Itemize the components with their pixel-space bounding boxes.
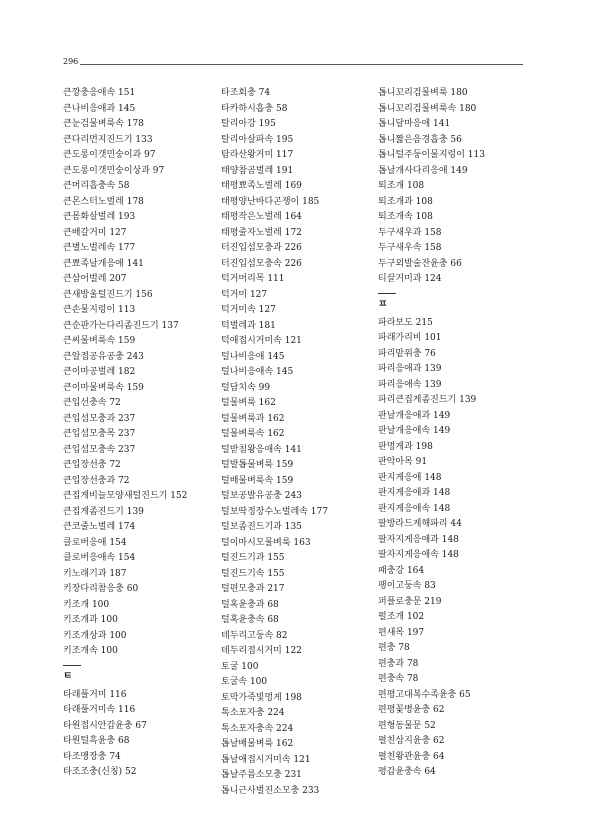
index-entry: 톱날개사다리응애 149	[378, 165, 468, 176]
index-entry: 키노래기과 187	[63, 568, 127, 579]
index-entry: 탈리아강 195	[221, 119, 276, 129]
index-entry: 큰이마물벼룩속 159	[63, 382, 144, 393]
index-entry: 탈리아살파속 195	[221, 134, 294, 145]
index-entry: 큰삼어벌레 207	[63, 274, 127, 284]
index-entry: 톱니짧은음경흡충 56	[378, 134, 462, 145]
index-entry: 큰깡충응애속 151	[63, 88, 136, 98]
index-entry: 키장다리참응충 60	[63, 584, 139, 594]
index-entry: 큰순판가는다리좀진드기 137	[63, 320, 179, 331]
index-entry: 타카하시흡충 58	[221, 103, 288, 114]
index-entry: 평갑윤충속 64	[378, 767, 436, 777]
index-entry: 톱니털주둥이물지렁이 113	[378, 150, 485, 160]
index-entry: 판지게응애 148	[378, 472, 442, 483]
index-entry: 팽이고둥속 83	[378, 581, 436, 591]
index-entry: 판지게응애속 148	[378, 503, 451, 514]
section-heading: ㅍ	[378, 298, 388, 310]
index-entry: 톡소포자충 224	[221, 708, 285, 718]
index-entry: 파리맡위충 76	[378, 348, 436, 359]
index-entry: 키조개 100	[63, 599, 110, 610]
index-entry: 클로버응애 154	[63, 537, 127, 548]
index-entry: 털발톱물벼룩 159	[221, 460, 294, 470]
index-entry: 퇴조개과 108	[378, 196, 433, 207]
index-entry: 파래가리비 101	[378, 333, 442, 343]
index-entry: 테두리고둥속 82	[221, 630, 288, 641]
index-entry: 큰이마공벌레 182	[63, 367, 136, 377]
index-entry: 턱거미속 127	[221, 305, 276, 315]
index-entry: 톡소포자충속 224	[221, 723, 294, 734]
index-entry: 큰씨물벼룩속 159	[63, 336, 136, 346]
index-entry: 펄조개 102	[378, 612, 425, 622]
page-number: 296	[63, 57, 79, 66]
index-entry: 터진입섬모충속 226	[221, 258, 302, 269]
index-entry: 큰몸화살벌레 193	[63, 212, 136, 222]
section-heading: ㅌ	[63, 670, 73, 682]
index-entry: 톱니근사벌진소모충 233	[221, 785, 320, 796]
index-entry: 큰별노벌레속 177	[63, 243, 136, 253]
index-entry: 큰입장선충과 72	[63, 475, 130, 486]
index-entry: 편평고대복수족윤충 65	[378, 689, 471, 700]
index-entry: 큰눈검물벼룩속 178	[63, 119, 144, 129]
index-entry: 편충과 78	[378, 658, 419, 669]
index-entry: 턱거머리목 111	[221, 274, 285, 284]
index-entry: 두구외발술잔윤충 66	[378, 258, 462, 269]
index-entry: 키조개상과 100	[63, 630, 127, 641]
index-entry: 편충 78	[378, 643, 410, 653]
index-entry: 큰도롱이갯민숭이과 97	[63, 150, 156, 160]
index-entry: 털편모충과 217	[221, 584, 285, 594]
index-entry: 두구새우속 158	[378, 243, 442, 253]
index-entry: 토막가죽빛멍게 198	[221, 692, 302, 703]
index-entry: 털나비응애속 145	[221, 367, 294, 377]
index-entry: 털배물벼룩속 159	[221, 475, 294, 486]
index-entry: 태평양난바다곤쟁이 185	[221, 196, 320, 207]
index-entry: 톱니꼬리검물벼룩속 180	[378, 103, 477, 114]
index-entry: 팔자지게응애속 148	[378, 550, 459, 560]
index-entry: 턱거미 127	[221, 289, 268, 300]
index-entry: 판날개응애과 149	[378, 410, 451, 421]
index-entry: 패충강 164	[378, 565, 425, 576]
index-entry: 두구새우과 158	[378, 227, 442, 238]
index-entry: 탐라산왕거미 117	[221, 150, 294, 160]
header-rule	[80, 64, 523, 65]
index-entry: 태평줄자노벌레 172	[221, 227, 302, 238]
index-entry: 큰입장선충 72	[63, 460, 121, 470]
index-entry: 펼친왕관윤충 64	[378, 751, 445, 762]
index-entry: 토굴 100	[221, 661, 259, 672]
index-entry: 털보딱정장수노벌레속 177	[221, 506, 328, 517]
index-entry: 타원털흑윤충 68	[63, 736, 130, 746]
index-entry: 턱벌레과 181	[221, 320, 276, 331]
index-entry: 판멍게과 198	[378, 441, 433, 452]
index-entry: 털보좀진드기과 135	[221, 522, 302, 532]
index-entry: 큰새방울털진드기 156	[63, 289, 153, 300]
index-entry: 태양참곰벌레 191	[221, 165, 294, 176]
index-entry: 팔방라드게해파리 44	[378, 519, 462, 529]
index-entry: 털진드기과 155	[221, 553, 285, 563]
index-entry: 큰알접공유공충 243	[63, 351, 144, 362]
index-entry: 판악아목 91	[378, 457, 428, 467]
index-entry: 큰집게좀진드기 139	[63, 506, 144, 517]
index-entry: 큰손물지렁이 113	[63, 305, 136, 315]
index-entry: 편형동물문 52	[378, 720, 436, 731]
index-entry: 털보공발유공충 243	[221, 491, 302, 501]
index-entry: 큰몬스터노벌레 178	[63, 196, 144, 207]
index-entry: 큰머리흡충속 58	[63, 181, 130, 191]
index-entry: 큰다리먼지진드기 133	[63, 134, 153, 145]
index-entry: 톱날애접시거미속 121	[221, 754, 311, 765]
index-entry: 클로버응애속 154	[63, 553, 136, 563]
index-entry: 큰나비응애과 145	[63, 103, 136, 114]
index-entry: 큰입선충속 72	[63, 398, 121, 408]
index-entry: 털이마시모물벼룩 163	[221, 537, 311, 548]
index-entry: 판지게응애과 148	[378, 488, 451, 498]
index-entry: 큰입섬모충과 237	[63, 413, 136, 424]
index-entry: 털나비응애 145	[221, 351, 285, 362]
index-entry: 털물벼룩 162	[221, 398, 276, 408]
index-entry: 파리응애과 139	[378, 364, 442, 374]
index-entry: 톱니달마응애 141	[378, 119, 451, 129]
index-entry: 편충속 78	[378, 674, 419, 684]
index-entry: 퍼플로충문 219	[378, 596, 442, 607]
index-column-2	[221, 86, 371, 799]
index-entry: 털물벼룩과 162	[221, 413, 285, 424]
index-entry: 톱날배물벼룩 162	[221, 739, 294, 749]
index-entry: 태평작은노벌레 164	[221, 212, 302, 222]
index-entry: 털물벼룩속 162	[221, 429, 285, 439]
index-entry: 큰집게비늘모양새털진드기 152	[63, 491, 188, 501]
index-entry: 타래풀거미속 116	[63, 705, 136, 715]
index-entry: 털혹윤충속 68	[221, 615, 279, 625]
index-entry: 털진드기속 155	[221, 568, 285, 579]
index-entry: 턱애접시거미속 121	[221, 336, 302, 346]
index-entry: 타조회충 74	[221, 88, 271, 98]
index-column-1	[63, 86, 213, 781]
index-entry: 키조개속 100	[63, 646, 118, 656]
index-entry: 팔자지게응애과 148	[378, 534, 459, 545]
index-entry: 큰뾰족날개응애 141	[63, 258, 144, 269]
index-entry: 파라보도 215	[378, 317, 433, 328]
index-entry: 파리응애속 139	[378, 379, 442, 390]
index-entry: 터진입섬모충과 226	[221, 243, 302, 253]
index-entry: 타조맹장충 74	[63, 751, 121, 762]
index-entry: 판날개응애속 149	[378, 426, 451, 436]
index-entry: 톱날주름소모충 231	[221, 770, 302, 780]
index-entry: 타래풀거미 116	[63, 689, 127, 700]
index-entry: 편평꽃병윤충 62	[378, 705, 445, 715]
index-entry: 퇴조개속 108	[378, 212, 433, 222]
index-entry: 큰입섬모충속 237	[63, 444, 136, 455]
index-entry: 큰배갈거미 127	[63, 227, 127, 238]
index-entry: 타조조충(신칭) 52	[63, 767, 137, 777]
index-entry: 편새목 197	[378, 627, 425, 638]
index-entry: 큰코줄노벌레 174	[63, 522, 136, 532]
index-entry: 큰입섬모충목 237	[63, 429, 136, 439]
index-entry: 키조개과 100	[63, 615, 118, 625]
section-divider	[378, 293, 396, 294]
index-entry: 털담치속 99	[221, 382, 271, 393]
index-entry: 큰도롱이갯민숭이상과 97	[63, 165, 165, 176]
index-entry: 털혹윤충과 68	[221, 599, 279, 610]
index-entry: 테두리접시거미 122	[221, 646, 302, 656]
index-entry: 퇴조개 108	[378, 181, 425, 191]
index-entry: 태평뾰족노벌레 169	[221, 181, 302, 191]
index-entry: 펼친삼지윤충 62	[378, 736, 445, 746]
section-divider	[63, 665, 81, 666]
index-entry: 티끌거미과 124	[378, 274, 442, 284]
index-entry: 타원접시안갑윤충 67	[63, 720, 147, 731]
index-entry: 파리큰집게좀진드기 139	[378, 395, 477, 405]
index-entry: 털받침왕응애속 141	[221, 444, 302, 455]
index-entry: 톱니꼬리검물벼룩 180	[378, 88, 468, 98]
index-column-3	[378, 86, 528, 781]
index-entry: 토굴속 100	[221, 677, 268, 687]
